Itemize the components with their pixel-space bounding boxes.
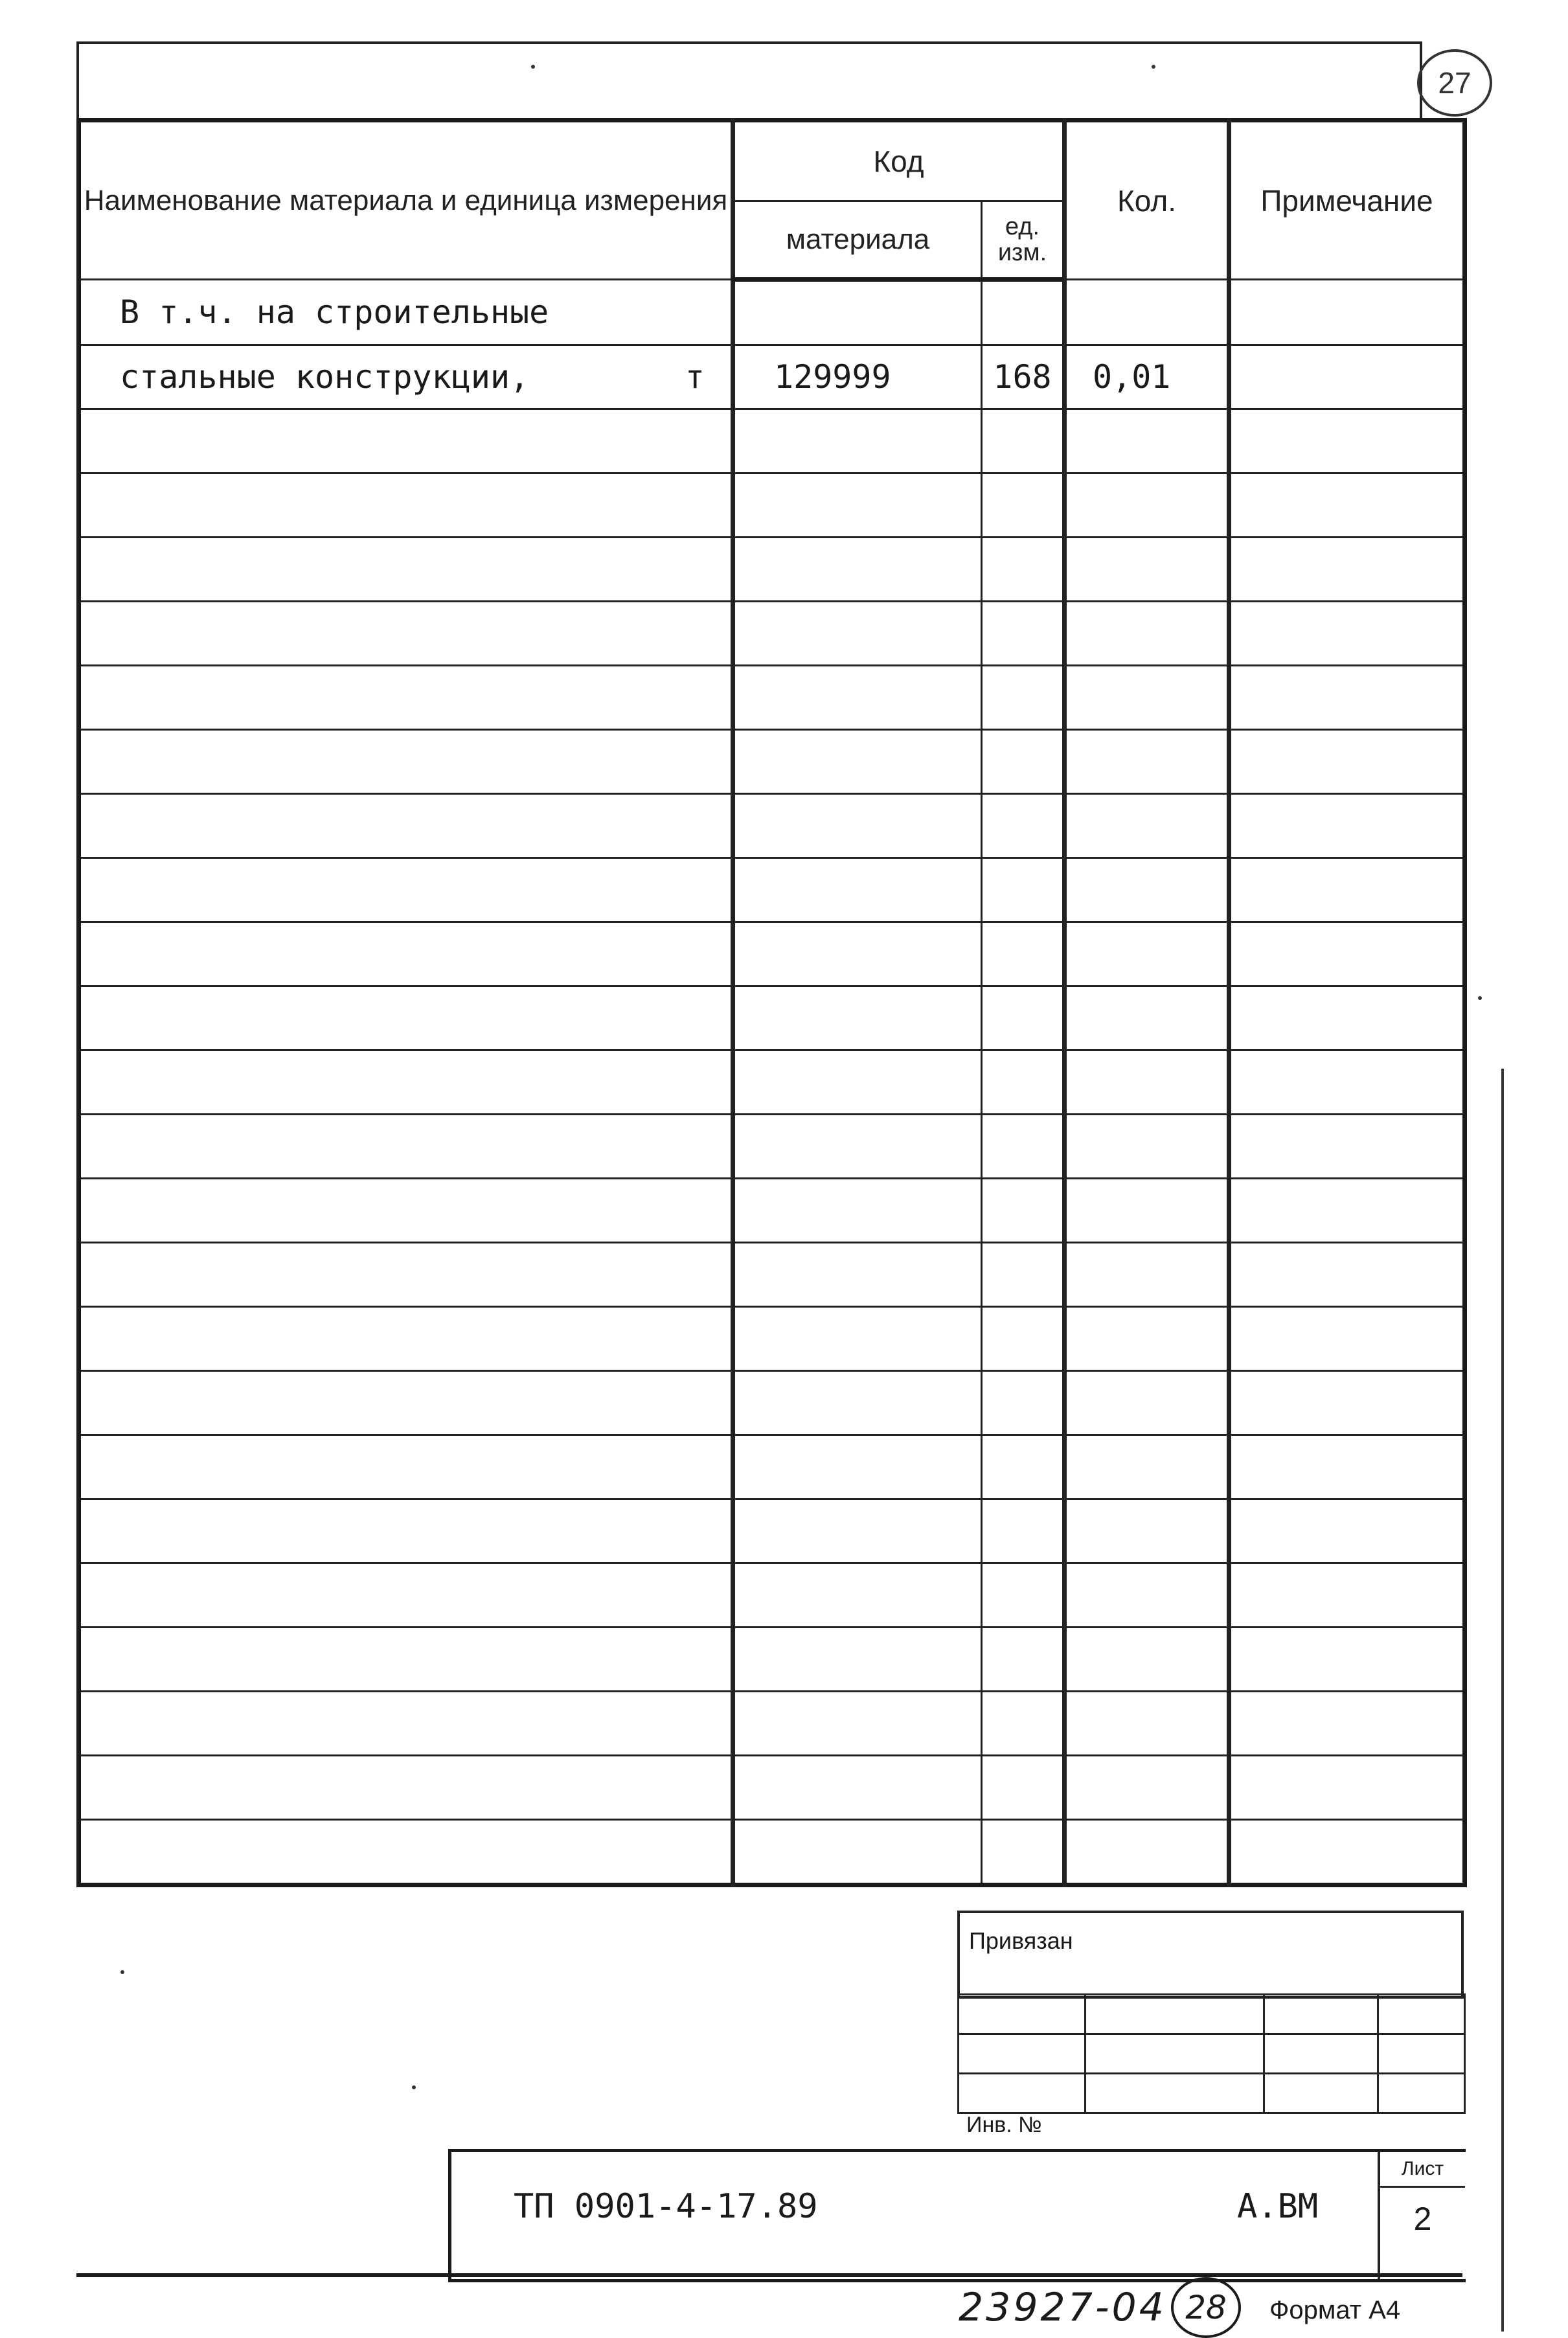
empty-cell [1229,730,1465,794]
empty-cell [733,1820,982,1885]
header-qty: Кол. [1065,120,1229,280]
empty-cell [79,473,733,538]
empty-cell [733,986,982,1050]
empty-cell [982,986,1065,1050]
binding-stamp [957,1911,1462,2150]
empty-cell [1229,986,1465,1050]
empty-cell [1065,1563,1229,1628]
empty-cell [982,1307,1065,1371]
empty-cell [982,1692,1065,1756]
empty-cell [1065,986,1229,1050]
empty-cell [733,794,982,858]
empty-cell [1229,1371,1465,1435]
empty-cell [733,473,982,538]
scan-speck [120,1970,124,1974]
empty-cell [79,986,733,1050]
scan-speck [412,2085,416,2089]
empty-cell [1229,1435,1465,1499]
table-row [79,1243,1465,1307]
table-row [79,986,1465,1050]
paper-format: Формат А4 [1269,2296,1401,2324]
empty-cell [1229,1628,1465,1692]
row-unit [982,280,1065,345]
empty-cell [982,730,1065,794]
empty-cell [1065,858,1229,922]
header-note: Примечание [1229,120,1465,280]
empty-cell [79,409,733,473]
table-row [79,1820,1465,1885]
empty-cell [1065,922,1229,986]
table-row [79,473,1465,538]
empty-cell [733,1371,982,1435]
empty-cell [79,1820,733,1885]
empty-cell [1229,858,1465,922]
empty-cell [733,409,982,473]
empty-cell [1229,794,1465,858]
table-row [79,666,1465,730]
empty-cell [1065,1115,1229,1179]
empty-cell [1065,1371,1229,1435]
empty-cell [79,1499,733,1563]
empty-cell [79,1756,733,1820]
empty-cell [1065,1692,1229,1756]
empty-cell [982,1756,1065,1820]
empty-cell [733,1307,982,1371]
empty-cell [733,1243,982,1307]
header-kod: Код [733,120,1065,201]
row-name-unit: т [685,358,705,396]
empty-cell [1229,666,1465,730]
table-row [79,538,1465,602]
empty-cell [79,1307,733,1371]
header-material: материала [733,201,982,280]
empty-cell [1065,1499,1229,1563]
header-unit: ед. изм. [982,201,1065,280]
empty-cell [79,922,733,986]
empty-cell [733,1563,982,1628]
document-mark: А.ВМ [1237,2187,1319,2226]
specification-table [76,118,1462,1867]
empty-cell [1229,1692,1465,1756]
table-row [79,1115,1465,1179]
table-row [79,409,1465,473]
row-material: 129999 [733,345,982,409]
title-block [448,2149,1466,2282]
archive-number: 23927-04 [959,2285,1166,2330]
empty-cell [1065,1243,1229,1307]
empty-cell [1065,473,1229,538]
empty-cell [79,538,733,602]
stamp-privyazan-box [957,1911,1464,1999]
empty-cell [982,1820,1065,1885]
bottom-rule [76,2273,1462,2277]
empty-cell [1229,1499,1465,1563]
top-sheet-number: 27 [1417,49,1492,117]
row-note [1229,345,1465,409]
table-row [79,1435,1465,1499]
empty-cell [79,1115,733,1179]
empty-cell [982,858,1065,922]
table-row [79,1371,1465,1435]
table-row [79,1179,1465,1243]
table-row [79,1050,1465,1115]
empty-cell [1229,1820,1465,1885]
empty-cell [982,1050,1065,1115]
empty-cell [733,1179,982,1243]
empty-cell [79,858,733,922]
empty-cell [982,409,1065,473]
table-row [79,730,1465,794]
table-row [79,922,1465,986]
scan-speck [1478,996,1482,1000]
table-row [79,1756,1465,1820]
empty-cell [733,1692,982,1756]
empty-cell [982,1499,1065,1563]
sheet-number: 2 [1413,2201,1432,2237]
empty-cell [1229,1050,1465,1115]
row-name: В т.ч. на строительные [79,280,733,345]
empty-cell [1229,922,1465,986]
empty-cell [733,922,982,986]
empty-cell [733,1435,982,1499]
empty-cell [733,666,982,730]
empty-cell [1065,794,1229,858]
empty-cell [1229,1243,1465,1307]
empty-cell [1065,602,1229,666]
row-qty: 0,01 [1065,345,1229,409]
row-name: стальные конструкции, [120,358,530,396]
empty-cell [733,538,982,602]
row-name-cell [79,345,733,409]
empty-cell [733,1756,982,1820]
right-margin-rule [1501,1069,1504,2332]
stamp-grid [957,1993,1466,2114]
row-qty [1065,280,1229,345]
empty-cell [1065,1050,1229,1115]
table-row [79,1499,1465,1563]
empty-cell [79,1628,733,1692]
empty-cell [79,666,733,730]
stamp-privyazan-label: Привязан [969,1927,1073,1954]
empty-cell [1065,1756,1229,1820]
empty-cell [1065,666,1229,730]
top-frame [76,41,1422,120]
empty-cell [1229,1179,1465,1243]
empty-cell [982,602,1065,666]
scan-speck [1152,65,1155,69]
row-unit: 168 [982,345,1065,409]
empty-cell [79,1435,733,1499]
empty-cell [1065,1179,1229,1243]
table-row [79,1628,1465,1692]
empty-cell [79,1050,733,1115]
empty-cell [982,1371,1065,1435]
table-row [79,602,1465,666]
empty-cell [982,1179,1065,1243]
empty-cell [982,1435,1065,1499]
empty-cell [1065,538,1229,602]
empty-cell [79,602,733,666]
table-row [79,1563,1465,1628]
empty-cell [79,1179,733,1243]
table-row [79,858,1465,922]
empty-cell [1065,1435,1229,1499]
empty-cell [982,794,1065,858]
empty-cell [1229,1115,1465,1179]
table-row [79,345,1465,409]
empty-cell [982,473,1065,538]
empty-cell [733,730,982,794]
empty-cell [982,1628,1065,1692]
empty-cell [79,1371,733,1435]
empty-cell [79,1692,733,1756]
scan-speck [531,65,535,69]
empty-cell [982,922,1065,986]
empty-cell [982,1115,1065,1179]
empty-cell [1229,1307,1465,1371]
empty-cell [982,666,1065,730]
empty-cell [733,1115,982,1179]
empty-cell [1229,473,1465,538]
stamp-inv-label: Инв. № [966,2113,1042,2137]
document-code: ТП 0901-4-17.89 [514,2187,818,2226]
empty-cell [79,1563,733,1628]
table-row [79,794,1465,858]
empty-cell [1229,602,1465,666]
empty-cell [1229,538,1465,602]
empty-cell [1065,409,1229,473]
empty-cell [1065,1628,1229,1692]
empty-cell [982,1243,1065,1307]
empty-cell [982,538,1065,602]
empty-cell [733,858,982,922]
sheet-label: Лист [1380,2152,1465,2188]
empty-cell [1229,1563,1465,1628]
empty-cell [1229,409,1465,473]
table-row [79,1307,1465,1371]
archive-sheet-number: 28 [1171,2277,1241,2338]
row-note [1229,280,1465,345]
empty-cell [733,602,982,666]
empty-cell [982,1563,1065,1628]
table-row [79,280,1465,345]
row-material [733,280,982,345]
table-row [79,1692,1465,1756]
empty-cell [1065,730,1229,794]
empty-cell [733,1499,982,1563]
header-name: Наименование материала и единица измерения [79,120,733,280]
empty-cell [79,730,733,794]
empty-cell [733,1628,982,1692]
empty-cell [733,1050,982,1115]
empty-cell [1065,1307,1229,1371]
empty-cell [79,794,733,858]
empty-cell [79,1243,733,1307]
empty-cell [1229,1756,1465,1820]
empty-cell [1065,1820,1229,1885]
sheet-box [1378,2152,1465,2279]
